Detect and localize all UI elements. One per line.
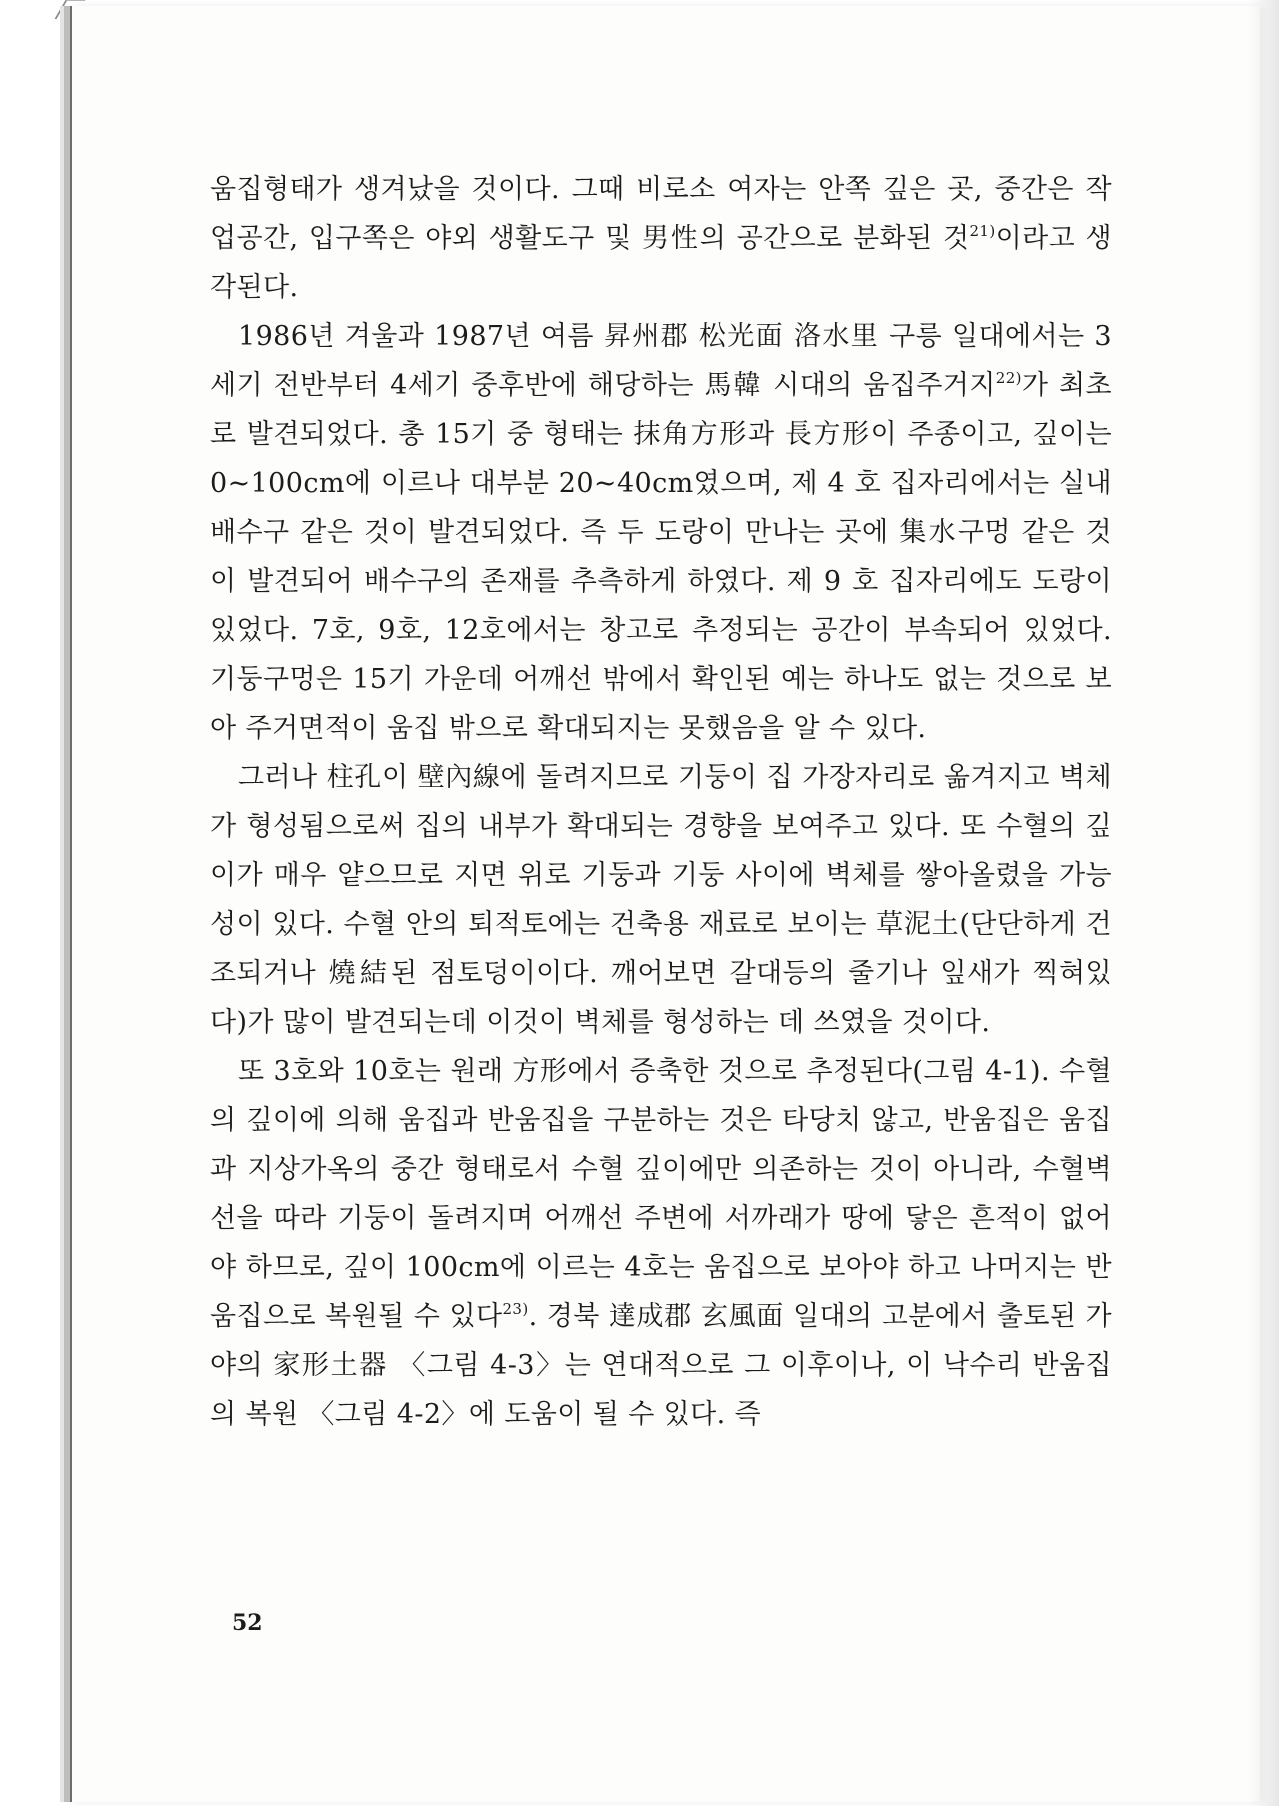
footnote-ref-21: 21) bbox=[969, 222, 996, 240]
paragraph-2 bbox=[210, 312, 1112, 753]
paragraph-3 bbox=[210, 753, 1112, 1047]
text-segment: 가 최초로 발견되었다. 총 15기 중 형태는 抹角方形과 長方形이 주종이고, 깊이는 0~100cm에 이르나 대부분 20~40cm였으며, 제 4 호 집자리에서는 실내 배수구 같은 것이 발견되었다. 즉 두 도랑이 만나는 곳에 集水구멍 같은 것이 발견되어 배수구의 존재를 추측하게 하였다. 제 9 호 집자리에도 도랑이 있었다. 7호, 9호, 12호에서는 창고로 추정되는 공간이 부속되어 있었다. 기둥구멍은 15기 가운데 어깨선 밖에서 확인된 예는 하나도 없는 것으로 보아 주거면적이 움집 밖으로 확대되지는 못했음을 알 수 있다. bbox=[210, 370, 1112, 744]
text-segment: 또 3호와 10호는 원래 方形에서 증축한 것으로 추정된다(그림 4-1). 수혈의 깊이에 의해 움집과 반움집을 구분하는 것은 타당치 않고, 반움집은 움집과 지상가옥의 중간 형태로서 수혈 깊이에만 의존하는 것이 아니라, 수혈벽선을 따라 기둥이 돌려지며 어깨선 주변에 서까래가 땅에 닿은 흔적이 없어야 하므로, 깊이 100cm에 이르는 4호는 움집으로 보아야 하고 나머지는 반움집으로 복원될 수 있다 bbox=[210, 1056, 1112, 1332]
text-segment: 1986년 겨울과 1987년 여름 昇州郡 松光面 洛水里 구릉 일대에서는 3세기 전반부터 4세기 중후반에 해당하는 馬韓 시대의 움집주거지 bbox=[210, 321, 1112, 401]
body-text bbox=[210, 165, 1112, 1439]
text-segment: 움집형태가 생겨났을 것이다. 그때 비로소 여자는 안쪽 깊은 곳, 중간은 작업공간, 입구쪽은 야외 생활도구 및 男性의 공간으로 분화된 것 bbox=[210, 174, 1112, 254]
footnote-ref-23: 23) bbox=[502, 1300, 529, 1318]
text-segment: 그러나 柱孔이 壁內線에 돌려지므로 기둥이 집 가장자리로 옮겨지고 벽체가 형성됨으로써 집의 내부가 확대되는 경향을 보여주고 있다. 또 수혈의 깊이가 매우 얕으므로 지면 위로 기둥과 기둥 사이에 벽체를 쌓아올렸을 가능성이 있다. 수혈 안의 퇴적토에는 건축용 재료로 보이는 草泥土(단단하게 건조되거나 燒結된 점토덩이이다. 깨어보면 갈대등의 줄기나 잎새가 찍혀있다)가 많이 발견되는데 이것이 벽체를 형성하는 데 쓰였을 것이다. bbox=[210, 762, 1112, 1038]
text-segment: . 경북 達成郡 玄風面 일대의 고분에서 출토된 가야의 家形土器 〈그림 4-3〉는 연대적으로 그 이후이나, 이 낙수리 반움집의 복원 〈그림 4-2〉에 도움이 될 수 있다. 즉 bbox=[210, 1301, 1112, 1430]
footnote-ref-22: 22) bbox=[995, 369, 1022, 387]
paragraph-4 bbox=[210, 1047, 1112, 1439]
page-gutter-shadow bbox=[1249, 0, 1279, 1806]
page-number: 52 bbox=[232, 1610, 263, 1636]
paragraph-1 bbox=[210, 165, 1112, 312]
text-segment: 이라고 생각된다. bbox=[210, 223, 1112, 303]
